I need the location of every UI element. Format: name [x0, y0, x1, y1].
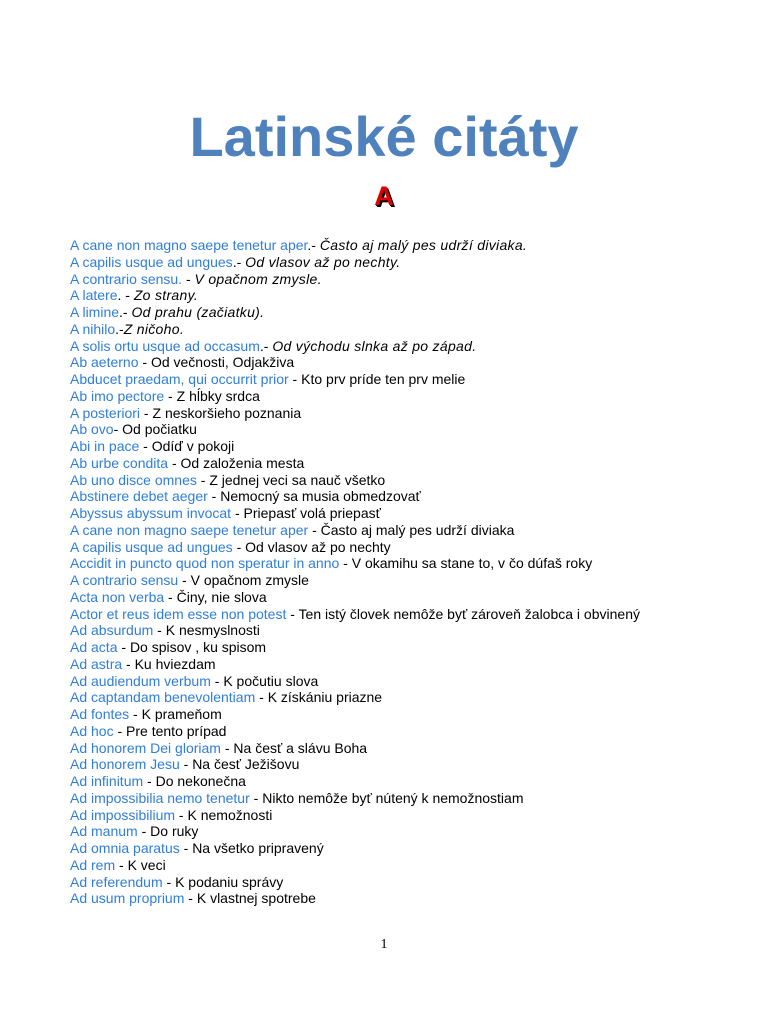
- separator: -: [162, 873, 176, 890]
- latin-phrase-link[interactable]: Ad impossibilium: [70, 806, 176, 823]
- latin-phrase-link[interactable]: Ab urbe condita: [70, 454, 169, 471]
- separator: .-: [232, 253, 246, 270]
- separator: -: [168, 454, 181, 471]
- quote-entry: [70, 572, 660, 589]
- separator: -: [232, 538, 246, 555]
- separator: -: [255, 689, 268, 706]
- quote-entry: [70, 254, 660, 271]
- translation-text: Od počiatku: [122, 421, 197, 438]
- quote-entry: [70, 807, 660, 824]
- separator: -: [137, 823, 151, 840]
- translation-text: K podaniu správy: [175, 873, 284, 890]
- translation-text: Na všetko pripravený: [192, 840, 324, 856]
- translation-text: Z ničoho.: [123, 320, 185, 337]
- translation-text: K vlastnej spotrebe: [196, 890, 316, 907]
- latin-phrase-link[interactable]: Ad manum: [70, 823, 138, 840]
- translation-text: K získániu priazne: [267, 689, 383, 706]
- separator: -: [308, 521, 321, 538]
- latin-phrase-link[interactable]: Ad omnia paratus: [70, 840, 180, 856]
- latin-phrase-link[interactable]: Actor et reus idem esse non potest: [70, 605, 287, 622]
- translation-text: Od večnosti, Odjakživa: [150, 354, 295, 371]
- latin-phrase-link[interactable]: Ab uno disce omnes: [70, 471, 197, 488]
- quote-list: [70, 237, 660, 907]
- latin-phrase-link[interactable]: Abstinere debet aeger: [70, 488, 208, 505]
- separator: -: [115, 856, 128, 873]
- latin-phrase-link[interactable]: A latere: [70, 287, 118, 304]
- page-number: 1: [380, 937, 388, 952]
- quote-entry: [70, 304, 660, 321]
- separator: -: [129, 706, 142, 722]
- translation-text: Z jednej veci sa nauč všetko: [209, 471, 386, 488]
- separator: -: [164, 588, 177, 605]
- translation-text: Kto prv príde ten prv melie: [301, 371, 466, 387]
- quote-entry: [70, 271, 660, 288]
- latin-phrase-link[interactable]: A contrario sensu.: [70, 270, 183, 287]
- quote-entry: [70, 421, 660, 438]
- separator: .-: [119, 304, 132, 320]
- translation-text: Nikto nemôže byť nútený k nemožnostiam: [262, 789, 524, 806]
- separator: -: [117, 639, 130, 655]
- document-title: Latinské citáty: [189, 105, 579, 168]
- separator: -: [143, 773, 156, 789]
- latin-phrase-link[interactable]: Ad referendum: [70, 873, 163, 890]
- quote-entry: [70, 756, 660, 773]
- separator: -: [288, 371, 302, 387]
- translation-text: Od vlasov až po nechty: [245, 538, 391, 555]
- quote-entry: [70, 321, 660, 338]
- latin-phrase-link[interactable]: Abi in pace: [70, 438, 140, 454]
- separator: .-: [115, 320, 124, 337]
- separator: -: [139, 438, 152, 454]
- translation-text: K počutiu slova: [223, 672, 319, 689]
- separator: -: [339, 555, 352, 572]
- quote-entry: [70, 689, 660, 706]
- quote-entry: [70, 673, 660, 690]
- translation-text: Do spisov , ku spisom: [129, 639, 267, 655]
- latin-phrase-link[interactable]: Ad audiendum verbum: [70, 672, 211, 689]
- separator: -: [179, 756, 193, 773]
- latin-phrase-link[interactable]: A limine: [70, 304, 120, 320]
- translation-text: Z hĺbky srdca: [176, 387, 260, 404]
- quote-entry: [70, 790, 660, 807]
- translation-text: Od založenia mesta: [180, 454, 305, 471]
- quote-entry: [70, 354, 660, 371]
- separator: -: [175, 806, 188, 823]
- latin-phrase-link[interactable]: Acta non verba: [70, 588, 165, 605]
- latin-phrase-link[interactable]: Accidit in puncto quod non speratur in anno: [70, 555, 340, 572]
- latin-phrase-link[interactable]: A solis ortu usque ad occasum: [70, 337, 260, 354]
- latin-phrase-link[interactable]: A nihilo: [70, 320, 116, 337]
- section-letter: A: [374, 181, 394, 211]
- separator: -: [286, 605, 299, 622]
- quote-entry: [70, 438, 660, 455]
- latin-phrase-link[interactable]: Ad absurdum: [70, 622, 154, 639]
- translation-text: Od východu slnka až po západ.: [272, 337, 477, 354]
- translation-text: Pre tento prípad: [126, 722, 227, 739]
- separator: -: [153, 622, 166, 639]
- separator: -: [196, 471, 210, 488]
- latin-phrase-link[interactable]: Ad usum proprium: [70, 890, 185, 907]
- quote-entry: [70, 388, 660, 405]
- latin-phrase-link[interactable]: Ad honorem Jesu: [70, 756, 180, 773]
- latin-phrase-link[interactable]: A capilis usque ad ungues: [70, 538, 233, 555]
- translation-text: Zo strany.: [133, 287, 199, 304]
- translation-text: Ten istý človek nemôže byť zároveň žalobca i obvinený: [298, 605, 640, 622]
- latin-phrase-link[interactable]: Ad astra: [70, 655, 123, 672]
- translation-text: Ku hviezdam: [134, 655, 216, 672]
- translation-text: Od prahu (začiatku).: [131, 304, 265, 320]
- latin-phrase-link[interactable]: Ad hoc: [70, 722, 114, 739]
- quote-entry: [70, 890, 660, 907]
- latin-phrase-link[interactable]: Ab imo pectore: [70, 387, 165, 404]
- translation-text: Často aj malý pes udrží diviaka: [320, 521, 515, 538]
- translation-text: K prameňom: [141, 706, 222, 722]
- latin-phrase-link[interactable]: Abducet praedam, qui occurrit prior: [70, 371, 289, 387]
- separator: -: [178, 572, 191, 588]
- separator: -: [231, 505, 244, 521]
- translation-text: Z neskoršieho poznania: [152, 404, 302, 421]
- latin-phrase-link[interactable]: A contrario sensu: [70, 572, 179, 588]
- translation-text: Často aj malý pes udrží diviaka.: [319, 237, 528, 253]
- quote-entry: [70, 773, 660, 790]
- separator: -: [210, 672, 224, 689]
- translation-text: V okamihu sa stane to, v čo dúfaš roky: [351, 555, 593, 572]
- translation-text: Na česť Ježišovu: [192, 756, 300, 773]
- latin-phrase-link[interactable]: Ad captandam benevolentiam: [70, 689, 256, 706]
- quote-entry: [70, 639, 660, 656]
- separator: -: [249, 789, 263, 806]
- quote-entry: [70, 522, 660, 539]
- quote-entry: [70, 287, 660, 304]
- translation-text: K nesmyslnosti: [165, 622, 260, 639]
- quote-entry: [70, 606, 660, 623]
- separator: -: [113, 722, 127, 739]
- translation-text: K veci: [127, 856, 166, 873]
- latin-phrase-link[interactable]: Ad fontes: [70, 706, 130, 722]
- translation-text: Na česť a slávu Boha: [233, 739, 368, 756]
- quote-entry: [70, 840, 660, 857]
- separator: . -: [117, 287, 134, 304]
- quote-entry: [70, 555, 660, 572]
- translation-text: V opačnom zmysle: [190, 572, 309, 588]
- separator: -: [122, 655, 135, 672]
- separator: -: [207, 488, 221, 505]
- separator: -: [182, 270, 195, 287]
- separator: -: [140, 404, 153, 421]
- quote-entry: [70, 405, 660, 422]
- latin-phrase-link[interactable]: Ad infinitum: [70, 773, 144, 789]
- quote-entry: [70, 237, 660, 254]
- latin-phrase-link[interactable]: A cane non magno saepe tenetur aper: [70, 237, 308, 253]
- separator: -: [179, 840, 193, 856]
- latin-phrase-link[interactable]: Abyssus abyssum invocat: [70, 505, 232, 521]
- quote-entry: [70, 874, 660, 891]
- quote-entry: [70, 723, 660, 740]
- quote-entry: [70, 656, 660, 673]
- translation-text: V opačnom zmysle.: [194, 270, 322, 287]
- separator: -: [184, 890, 197, 907]
- latin-phrase-link[interactable]: Ad impossibilia nemo tenetur: [70, 789, 250, 806]
- quote-entry: [70, 740, 660, 757]
- separator: -: [138, 354, 151, 371]
- separator: .-: [307, 237, 320, 253]
- separator: .-: [259, 337, 273, 354]
- separator: -: [113, 421, 123, 438]
- translation-text: Odíď v pokoji: [151, 438, 235, 454]
- separator: -: [220, 739, 234, 756]
- latin-phrase-link[interactable]: A posteriori: [70, 404, 141, 421]
- quote-entry: [70, 706, 660, 723]
- separator: -: [164, 387, 177, 404]
- latin-phrase-link[interactable]: Ad honorem Dei gloriam: [70, 739, 221, 756]
- latin-phrase-link[interactable]: Ab aeterno: [70, 354, 139, 371]
- translation-text: K nemožnosti: [187, 806, 273, 823]
- translation-text: Priepasť volá priepasť: [243, 505, 381, 521]
- quote-entry: [70, 338, 660, 355]
- translation-text: Do nekonečna: [155, 773, 246, 789]
- quote-entry: [70, 823, 660, 840]
- translation-text: Od vlasov až po nechty.: [245, 253, 401, 270]
- quote-entry: [70, 505, 660, 522]
- translation-text: Do ruky: [150, 823, 199, 840]
- quote-entry: [70, 589, 660, 606]
- latin-phrase-link[interactable]: A cane non magno saepe tenetur aper: [70, 521, 309, 538]
- quote-entry: [70, 472, 660, 489]
- latin-phrase-link[interactable]: Ad acta: [70, 639, 118, 655]
- translation-text: Nemocný sa musia obmedzovať: [220, 488, 421, 505]
- quote-entry: [70, 371, 660, 388]
- translation-text: Činy, nie slova: [176, 588, 267, 605]
- quote-entry: [70, 455, 660, 472]
- latin-phrase-link[interactable]: A capilis usque ad ungues: [70, 253, 233, 270]
- quote-entry: [70, 488, 660, 505]
- quote-entry: [70, 539, 660, 556]
- quote-entry: [70, 857, 660, 874]
- quote-entry: [70, 622, 660, 639]
- latin-phrase-link[interactable]: Ab ovo: [70, 421, 114, 438]
- latin-phrase-link[interactable]: Ad rem: [70, 856, 116, 873]
